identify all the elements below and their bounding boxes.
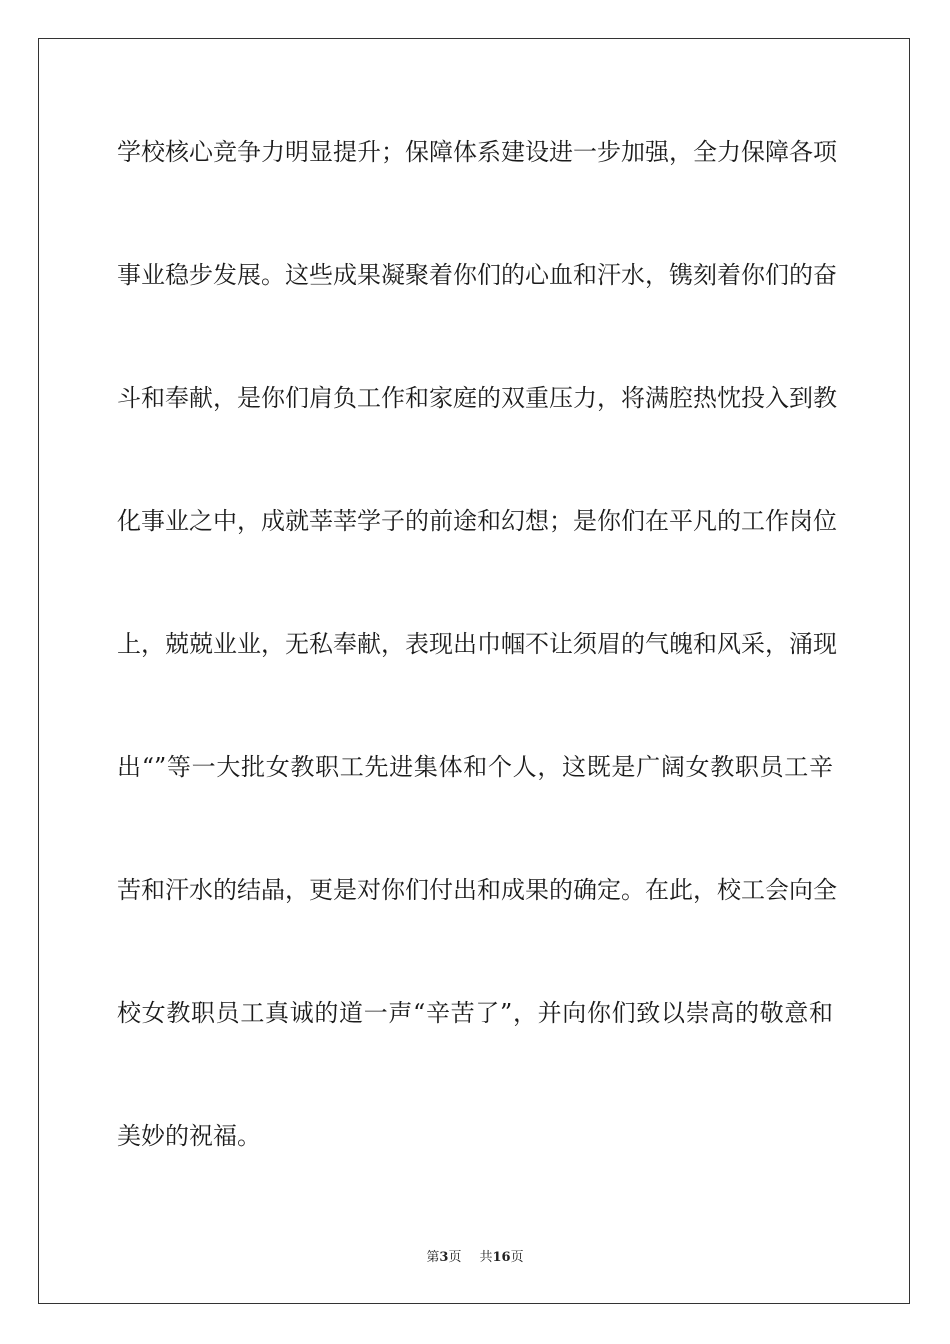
total-prefix: 共: [479, 1250, 493, 1265]
current-page-number: 3: [439, 1250, 449, 1265]
text-line-1: 学校核心竞争力明显提升；保障体系建设进一步加强，全力保障各项: [117, 138, 837, 166]
text-line-8: 校女教职员工真诚的道一声“辛苦了”，并向你们致以崇高的敬意和: [117, 999, 833, 1027]
text-line-7: 苦和汗水的结晶，更是对你们付出和成果的确定。在此，校工会向全: [117, 876, 837, 904]
page-footer: [0, 1250, 950, 1266]
total-pages-label: [479, 1250, 523, 1265]
total-page-number: 16: [492, 1250, 511, 1265]
total-suffix: 页: [510, 1250, 524, 1265]
text-line-5: 上，兢兢业业，无私奉献，表现出巾帼不让须眉的气魄和风采，涌现: [117, 630, 837, 658]
text-line-2: 事业稳步发展。这些成果凝聚着你们的心血和汗水，镌刻着你们的奋: [117, 261, 837, 289]
text-line-3: 斗和奉献，是你们肩负工作和家庭的双重压力，将满腔热忱投入到教: [117, 384, 837, 412]
text-line-4: 化事业之中，成就莘莘学子的前途和幻想；是你们在平凡的工作岗位: [117, 507, 837, 535]
text-line-6: 出“”等一大批女教职工先进集体和个人，这既是广阔女教职员工辛: [117, 753, 833, 781]
page-border: [38, 38, 910, 1304]
page-number-label: [426, 1250, 461, 1265]
text-line-9: 美妙的祝福。: [117, 1122, 261, 1150]
page-prefix: 第: [426, 1250, 440, 1265]
page-suffix: 页: [448, 1250, 462, 1265]
